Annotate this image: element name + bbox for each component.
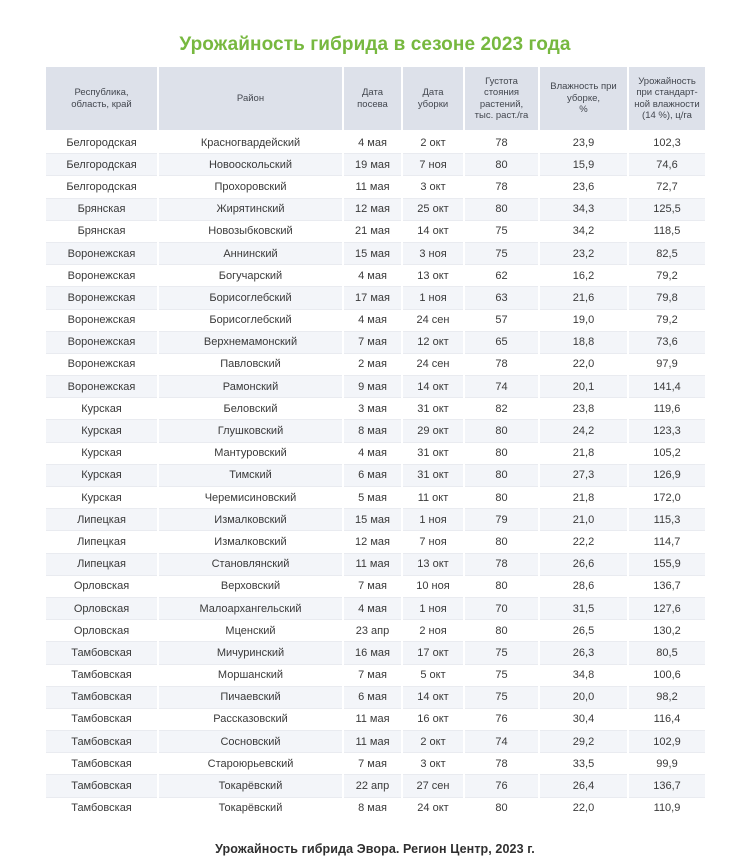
table-row[interactable] [46, 442, 705, 464]
cell-sow-date: 6 мая [343, 464, 402, 486]
cell-sow-date: 7 мая [343, 331, 402, 353]
table-row[interactable] [46, 464, 705, 486]
cell-district: Токарёвский [158, 775, 343, 797]
cell-yield: 82,5 [628, 242, 705, 264]
cell-yield: 80,5 [628, 642, 705, 664]
cell-moisture: 34,3 [539, 198, 628, 220]
cell-density: 78 [464, 353, 539, 375]
cell-sow-date: 16 мая [343, 642, 402, 664]
cell-district: Тимский [158, 464, 343, 486]
cell-sow-date: 7 мая [343, 753, 402, 775]
cell-region: Тамбовская [46, 753, 158, 775]
cell-yield: 74,6 [628, 154, 705, 176]
column-header-line: область, край [71, 98, 132, 110]
cell-yield: 79,8 [628, 287, 705, 309]
cell-density: 79 [464, 509, 539, 531]
cell-moisture: 16,2 [539, 265, 628, 287]
cell-yield: 155,9 [628, 553, 705, 575]
cell-density: 78 [464, 553, 539, 575]
column-header-line: Дата [422, 87, 444, 98]
column-header-line: стояния [483, 87, 520, 98]
cell-density: 78 [464, 753, 539, 775]
cell-moisture: 29,2 [539, 731, 628, 753]
cell-harvest-date: 14 окт [402, 376, 464, 398]
cell-density: 80 [464, 487, 539, 509]
table-row[interactable] [46, 708, 705, 730]
cell-region: Воронежская [46, 331, 158, 353]
column-header-line: Влажность при [550, 81, 617, 93]
cell-region: Тамбовская [46, 664, 158, 686]
cell-moisture: 18,8 [539, 331, 628, 353]
cell-density: 76 [464, 708, 539, 730]
cell-moisture: 20,1 [539, 376, 628, 398]
cell-density: 74 [464, 731, 539, 753]
cell-district: Новозыбковский [158, 220, 343, 242]
table-row[interactable] [46, 753, 705, 775]
cell-yield: 73,6 [628, 331, 705, 353]
table-header [46, 67, 705, 131]
table-row[interactable] [46, 797, 705, 819]
cell-sow-date: 12 мая [343, 531, 402, 553]
cell-moisture: 19,0 [539, 309, 628, 331]
cell-harvest-date: 24 сен [402, 309, 464, 331]
cell-harvest-date: 11 окт [402, 487, 464, 509]
cell-harvest-date: 3 окт [402, 176, 464, 198]
cell-sow-date: 7 мая [343, 664, 402, 686]
cell-district: Измалковский [158, 509, 343, 531]
cell-density: 80 [464, 464, 539, 486]
table-row[interactable] [46, 620, 705, 642]
column-header-district[interactable] [158, 67, 343, 131]
column-header-density[interactable] [464, 67, 539, 131]
table-row[interactable] [46, 420, 705, 442]
cell-sow-date: 3 мая [343, 398, 402, 420]
column-header-moisture[interactable] [539, 67, 628, 131]
table-container [46, 67, 705, 819]
cell-harvest-date: 27 сен [402, 775, 464, 797]
cell-sow-date: 21 мая [343, 220, 402, 242]
cell-sow-date: 19 мая [343, 154, 402, 176]
cell-moisture: 23,9 [539, 131, 628, 154]
cell-region: Воронежская [46, 287, 158, 309]
column-header-line: уборке, [566, 92, 601, 104]
cell-sow-date: 7 мая [343, 575, 402, 597]
cell-yield: 127,6 [628, 597, 705, 619]
cell-district: Новооскольский [158, 154, 343, 176]
table-row[interactable] [46, 242, 705, 264]
cell-harvest-date: 2 окт [402, 131, 464, 154]
cell-region: Орловская [46, 620, 158, 642]
cell-region: Воронежская [46, 309, 158, 331]
cell-region: Тамбовская [46, 686, 158, 708]
cell-yield: 125,5 [628, 198, 705, 220]
cell-district: Рассказовский [158, 708, 343, 730]
table-row[interactable] [46, 686, 705, 708]
column-header-line: Дата [361, 87, 384, 98]
table-row[interactable] [46, 398, 705, 420]
cell-region: Курская [46, 487, 158, 509]
cell-sow-date: 22 апр [343, 775, 402, 797]
cell-sow-date: 11 мая [343, 708, 402, 730]
cell-sow-date: 15 мая [343, 242, 402, 264]
cell-yield: 141,4 [628, 376, 705, 398]
cell-region: Тамбовская [46, 775, 158, 797]
cell-district: Аннинский [158, 242, 343, 264]
cell-district: Мичуринский [158, 642, 343, 664]
table-row[interactable] [46, 664, 705, 686]
cell-harvest-date: 14 окт [402, 686, 464, 708]
cell-sow-date: 17 мая [343, 287, 402, 309]
cell-density: 80 [464, 575, 539, 597]
column-header-region[interactable] [46, 67, 158, 131]
column-header-harvest-date[interactable] [402, 67, 464, 131]
cell-density: 75 [464, 642, 539, 664]
cell-density: 80 [464, 198, 539, 220]
table-row[interactable] [46, 642, 705, 664]
cell-district: Токарёвский [158, 797, 343, 819]
cell-harvest-date: 10 ноя [402, 575, 464, 597]
cell-density: 80 [464, 531, 539, 553]
cell-harvest-date: 31 окт [402, 442, 464, 464]
cell-region: Липецкая [46, 531, 158, 553]
cell-moisture: 28,6 [539, 575, 628, 597]
cell-yield: 118,5 [628, 220, 705, 242]
cell-yield: 126,9 [628, 464, 705, 486]
cell-harvest-date: 31 окт [402, 398, 464, 420]
cell-density: 75 [464, 664, 539, 686]
cell-yield: 123,3 [628, 420, 705, 442]
cell-harvest-date: 3 ноя [402, 242, 464, 264]
cell-sow-date: 4 мая [343, 442, 402, 464]
cell-density: 78 [464, 176, 539, 198]
cell-harvest-date: 3 окт [402, 753, 464, 775]
cell-density: 80 [464, 620, 539, 642]
cell-yield: 102,9 [628, 731, 705, 753]
cell-region: Белгородская [46, 154, 158, 176]
cell-district: Мценский [158, 620, 343, 642]
cell-region: Тамбовская [46, 731, 158, 753]
table-row[interactable] [46, 220, 705, 242]
cell-sow-date: 4 мая [343, 131, 402, 154]
cell-district: Жирятинский [158, 198, 343, 220]
cell-density: 78 [464, 131, 539, 154]
cell-sow-date: 8 мая [343, 797, 402, 819]
cell-region: Брянская [46, 198, 158, 220]
cell-sow-date: 6 мая [343, 686, 402, 708]
cell-yield: 114,7 [628, 531, 705, 553]
table-row[interactable] [46, 553, 705, 575]
cell-density: 76 [464, 775, 539, 797]
cell-sow-date: 5 мая [343, 487, 402, 509]
cell-yield: 115,3 [628, 509, 705, 531]
cell-district: Прохоровский [158, 176, 343, 198]
cell-moisture: 23,2 [539, 242, 628, 264]
cell-density: 74 [464, 376, 539, 398]
cell-density: 62 [464, 265, 539, 287]
cell-district: Красногвардейский [158, 131, 343, 154]
table-row[interactable] [46, 176, 705, 198]
cell-region: Тамбовская [46, 797, 158, 819]
table-row[interactable] [46, 509, 705, 531]
cell-harvest-date: 7 ноя [402, 531, 464, 553]
cell-region: Курская [46, 464, 158, 486]
column-header-yield[interactable] [628, 67, 705, 131]
cell-moisture: 24,2 [539, 420, 628, 442]
table-row[interactable] [46, 131, 705, 154]
cell-moisture: 15,9 [539, 154, 628, 176]
cell-region: Воронежская [46, 242, 158, 264]
cell-moisture: 31,5 [539, 597, 628, 619]
cell-yield: 119,6 [628, 398, 705, 420]
cell-district: Богучарский [158, 265, 343, 287]
cell-moisture: 26,5 [539, 620, 628, 642]
cell-region: Курская [46, 398, 158, 420]
cell-moisture: 30,4 [539, 708, 628, 730]
cell-yield: 130,2 [628, 620, 705, 642]
cell-sow-date: 11 мая [343, 553, 402, 575]
table-row[interactable] [46, 531, 705, 553]
cell-density: 80 [464, 797, 539, 819]
cell-density: 75 [464, 220, 539, 242]
cell-yield: 136,7 [628, 775, 705, 797]
cell-district: Измалковский [158, 531, 343, 553]
cell-region: Воронежская [46, 376, 158, 398]
column-header-line: при стандарт- [636, 87, 698, 98]
cell-region: Воронежская [46, 353, 158, 375]
column-header-line: Район [236, 92, 265, 104]
cell-moisture: 33,5 [539, 753, 628, 775]
cell-region: Тамбовская [46, 708, 158, 730]
cell-harvest-date: 13 окт [402, 265, 464, 287]
cell-district: Глушковский [158, 420, 343, 442]
cell-harvest-date: 24 сен [402, 353, 464, 375]
cell-yield: 97,9 [628, 353, 705, 375]
cell-moisture: 26,6 [539, 553, 628, 575]
cell-district: Черемисиновский [158, 487, 343, 509]
cell-moisture: 21,6 [539, 287, 628, 309]
cell-yield: 98,2 [628, 686, 705, 708]
table-row[interactable] [46, 597, 705, 619]
cell-district: Становлянский [158, 553, 343, 575]
table-row[interactable] [46, 775, 705, 797]
table-body [46, 131, 705, 819]
column-header-line: % [579, 104, 588, 116]
cell-harvest-date: 12 окт [402, 331, 464, 353]
cell-yield: 102,3 [628, 131, 705, 154]
table-row[interactable] [46, 731, 705, 753]
table-row[interactable] [46, 198, 705, 220]
cell-district: Павловский [158, 353, 343, 375]
cell-district: Рамонский [158, 376, 343, 398]
cell-harvest-date: 2 ноя [402, 620, 464, 642]
cell-region: Курская [46, 442, 158, 464]
cell-sow-date: 2 мая [343, 353, 402, 375]
cell-yield: 172,0 [628, 487, 705, 509]
cell-moisture: 20,0 [539, 686, 628, 708]
cell-yield: 79,2 [628, 265, 705, 287]
cell-density: 75 [464, 686, 539, 708]
cell-sow-date: 11 мая [343, 176, 402, 198]
cell-moisture: 21,8 [539, 487, 628, 509]
column-header-sow-date[interactable] [343, 67, 402, 131]
column-header-line: Урожайность [638, 75, 696, 87]
cell-harvest-date: 5 окт [402, 664, 464, 686]
cell-sow-date: 4 мая [343, 309, 402, 331]
cell-density: 82 [464, 398, 539, 420]
cell-sow-date: 4 мая [343, 265, 402, 287]
cell-harvest-date: 7 ноя [402, 154, 464, 176]
cell-yield: 79,2 [628, 309, 705, 331]
cell-moisture: 23,6 [539, 176, 628, 198]
table-caption: Урожайность гибрида Эвора. Регион Центр, 2023 г. [215, 841, 535, 856]
cell-sow-date: 9 мая [343, 376, 402, 398]
cell-moisture: 22,0 [539, 353, 628, 375]
cell-sow-date: 23 апр [343, 620, 402, 642]
cell-harvest-date: 29 окт [402, 420, 464, 442]
column-header-line: Республика, [74, 87, 129, 98]
cell-sow-date: 15 мая [343, 509, 402, 531]
cell-harvest-date: 24 окт [402, 797, 464, 819]
cell-district: Сосновский [158, 731, 343, 753]
cell-district: Пичаевский [158, 686, 343, 708]
table-row[interactable] [46, 154, 705, 176]
cell-moisture: 26,3 [539, 642, 628, 664]
cell-density: 70 [464, 597, 539, 619]
cell-district: Верхнемамонский [158, 331, 343, 353]
cell-moisture: 22,2 [539, 531, 628, 553]
cell-moisture: 27,3 [539, 464, 628, 486]
cell-yield: 99,9 [628, 753, 705, 775]
table-row[interactable] [46, 287, 705, 309]
cell-moisture: 22,0 [539, 797, 628, 819]
cell-district: Моршанский [158, 664, 343, 686]
cell-sow-date: 11 мая [343, 731, 402, 753]
cell-region: Брянская [46, 220, 158, 242]
cell-district: Мантуровский [158, 442, 343, 464]
cell-harvest-date: 1 ноя [402, 509, 464, 531]
cell-yield: 105,2 [628, 442, 705, 464]
cell-district: Верховский [158, 575, 343, 597]
cell-density: 65 [464, 331, 539, 353]
cell-harvest-date: 25 окт [402, 198, 464, 220]
cell-harvest-date: 1 ноя [402, 287, 464, 309]
cell-region: Орловская [46, 597, 158, 619]
cell-moisture: 21,0 [539, 509, 628, 531]
cell-district: Беловский [158, 398, 343, 420]
yield-table [46, 67, 705, 819]
cell-harvest-date: 31 окт [402, 464, 464, 486]
cell-density: 80 [464, 420, 539, 442]
cell-harvest-date: 2 окт [402, 731, 464, 753]
cell-yield: 100,6 [628, 664, 705, 686]
table-row[interactable] [46, 309, 705, 331]
cell-density: 80 [464, 442, 539, 464]
column-header-line: (14 %), ц/га [642, 110, 692, 121]
cell-region: Воронежская [46, 265, 158, 287]
cell-district: Малоархангельский [158, 597, 343, 619]
table-row[interactable] [46, 265, 705, 287]
cell-region: Липецкая [46, 509, 158, 531]
cell-sow-date: 4 мая [343, 597, 402, 619]
cell-district: Борисоглебский [158, 287, 343, 309]
table-row[interactable] [46, 331, 705, 353]
cell-harvest-date: 14 окт [402, 220, 464, 242]
table-row[interactable] [46, 575, 705, 597]
table-row[interactable] [46, 487, 705, 509]
cell-yield: 116,4 [628, 708, 705, 730]
table-row[interactable] [46, 376, 705, 398]
cell-moisture: 21,8 [539, 442, 628, 464]
cell-harvest-date: 17 окт [402, 642, 464, 664]
cell-region: Липецкая [46, 553, 158, 575]
cell-density: 80 [464, 154, 539, 176]
cell-region: Тамбовская [46, 642, 158, 664]
cell-density: 63 [464, 287, 539, 309]
cell-harvest-date: 13 окт [402, 553, 464, 575]
cell-region: Орловская [46, 575, 158, 597]
table-row[interactable] [46, 353, 705, 375]
cell-sow-date: 8 мая [343, 420, 402, 442]
column-header-line: посева [357, 98, 388, 110]
cell-sow-date: 12 мая [343, 198, 402, 220]
column-header-line: Густота [485, 75, 518, 87]
column-header-line: тыс. раст./га [474, 110, 529, 121]
cell-density: 75 [464, 242, 539, 264]
page-title: Урожайность гибрида в сезоне 2023 года [179, 34, 571, 55]
cell-moisture: 34,8 [539, 664, 628, 686]
column-header-line: ной влажности [634, 98, 700, 110]
cell-yield: 110,9 [628, 797, 705, 819]
cell-region: Курская [46, 420, 158, 442]
header-row [46, 67, 705, 131]
cell-moisture: 23,8 [539, 398, 628, 420]
cell-region: Белгородская [46, 176, 158, 198]
cell-yield: 136,7 [628, 575, 705, 597]
cell-district: Староюрьевский [158, 753, 343, 775]
column-header-line: растений, [479, 98, 524, 110]
cell-yield: 72,7 [628, 176, 705, 198]
cell-harvest-date: 16 окт [402, 708, 464, 730]
cell-density: 57 [464, 309, 539, 331]
cell-moisture: 34,2 [539, 220, 628, 242]
cell-moisture: 26,4 [539, 775, 628, 797]
column-header-line: уборки [417, 98, 449, 110]
cell-region: Белгородская [46, 131, 158, 154]
cell-district: Борисоглебский [158, 309, 343, 331]
cell-harvest-date: 1 ноя [402, 597, 464, 619]
